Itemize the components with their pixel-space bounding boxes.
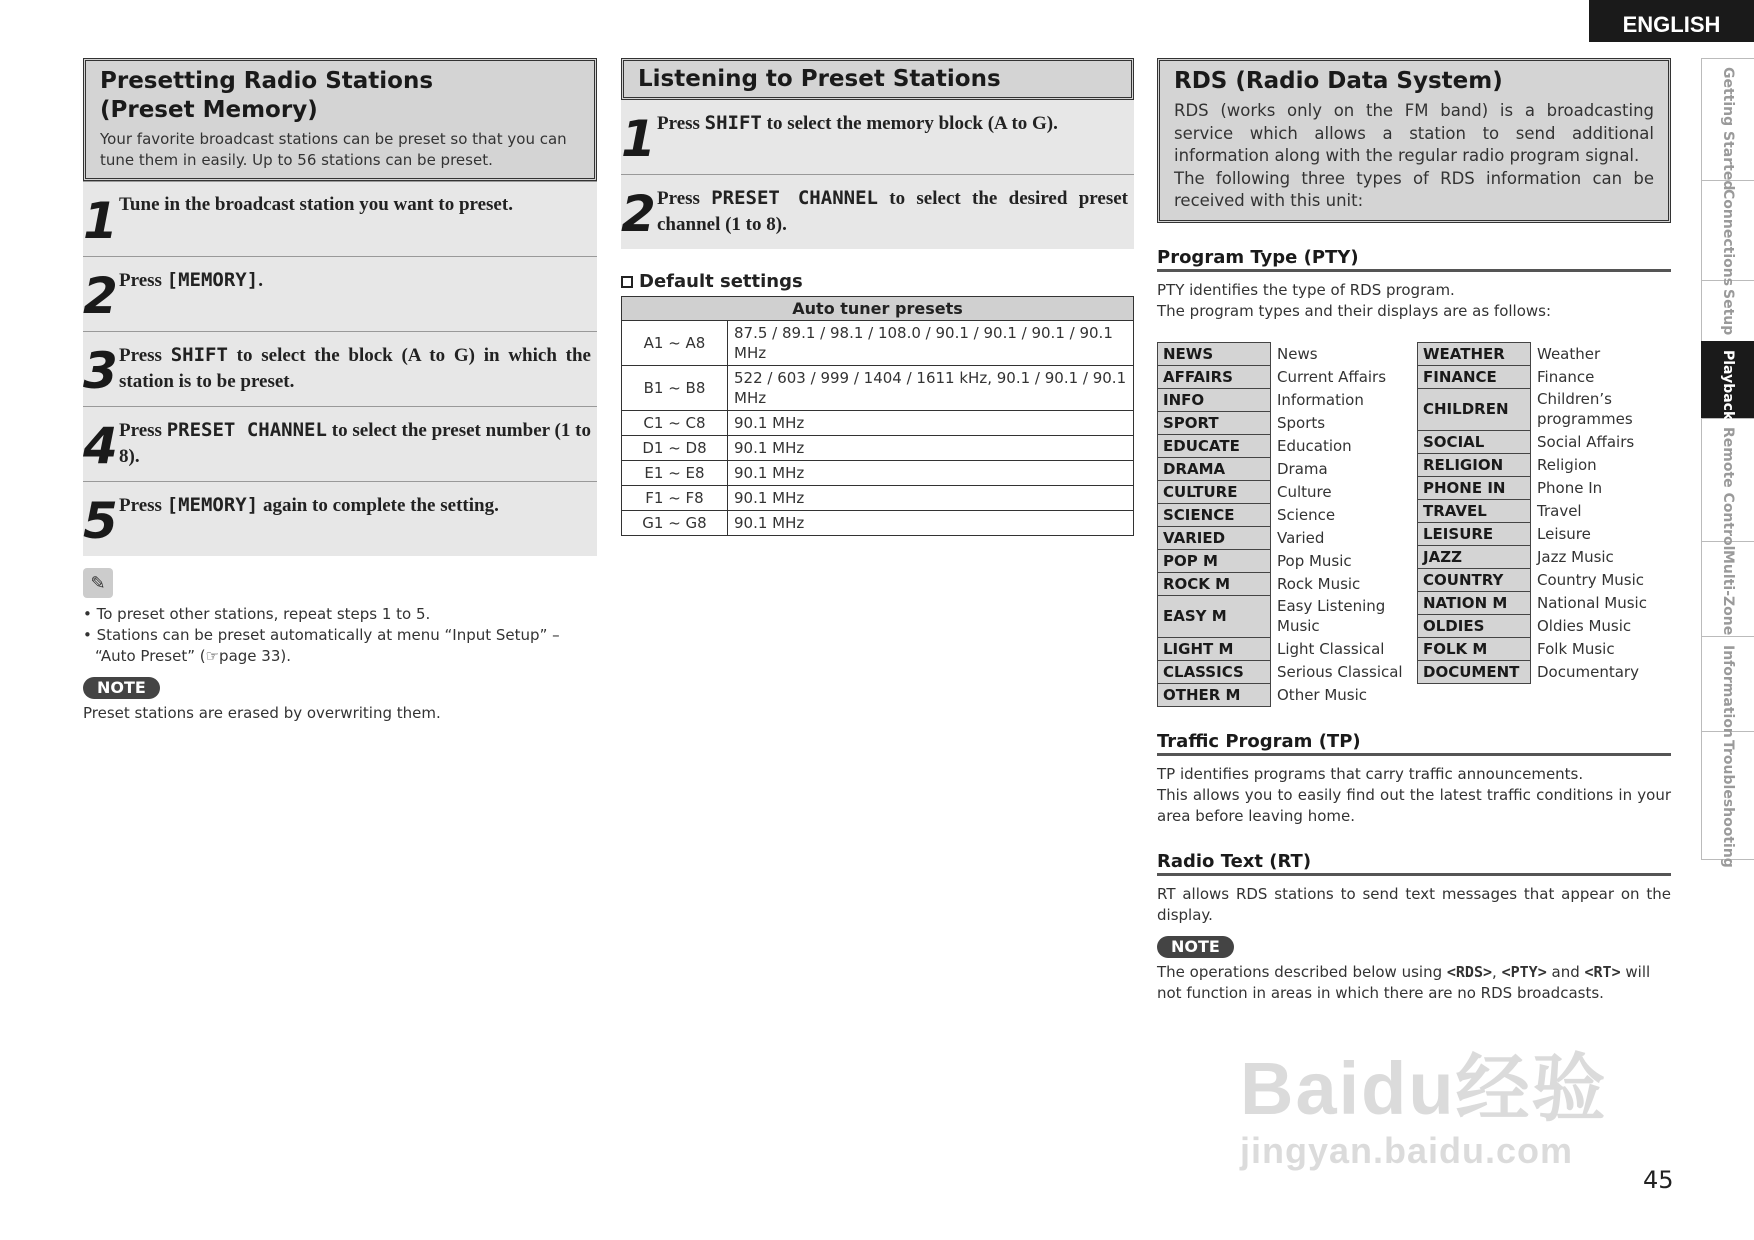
table-row [622,366,1134,411]
step-2 [83,256,597,331]
step-text: Press PRESET CHANNEL to select the desired preset channel (1 to 8). [657,187,1128,235]
table-row [1418,660,1671,683]
watermark-line: Baidu经验 [1240,1047,1608,1130]
pty-code: PHONE IN [1418,476,1531,499]
pty-code: FOLK M [1418,637,1531,660]
step-number: 4 [83,417,118,475]
table-row [622,461,1134,486]
pty-desc: Varied [1277,528,1325,547]
pty-title: Program Type (PTY) [1157,247,1671,272]
side-tab-getting-started[interactable] [1701,58,1754,191]
table-row [622,436,1134,461]
table-row [1158,388,1417,411]
pty-code: NATION M [1418,591,1531,614]
pty-desc: Social Affairs [1537,432,1635,451]
table-row [1158,342,1417,365]
step-1 [83,181,597,256]
step-text: Press SHIFT to select the memory block (A to G). [657,112,1058,134]
table-row [1418,430,1671,453]
list-item: • To preset other stations, repeat steps 1 to 5. [83,605,431,623]
pty-code: RELIGION [1418,453,1531,476]
rds-intro: The following three types of RDS information can be received with this unit: [1174,168,1654,210]
pty-desc: Oldies Music [1537,616,1632,635]
preset-memory-header [83,58,597,181]
table-row [1158,683,1417,706]
table-row [1158,595,1417,637]
key-shift: SHIFT [704,112,762,134]
cell-value: 522 / 603 / 999 / 1404 / 1611 kHz, 90.1 / 90.1 / 90.1 MHz [728,366,1134,411]
pty-desc: Travel [1537,501,1582,520]
pty-code: JAZZ [1418,545,1531,568]
pty-desc: Children’s programmes [1537,390,1633,428]
table-row [1418,591,1671,614]
side-tab-label: Troubleshooting [1720,740,1736,868]
rds-section [1157,58,1671,1004]
key-preset-channel: PRESET CHANNEL [711,187,878,209]
rds-header [1157,58,1671,223]
pty-desc: News [1277,344,1318,363]
key-rds: <RDS> [1446,962,1493,981]
side-tab-connections[interactable] [1701,180,1754,287]
step-text: Press [MEMORY]. [119,269,263,291]
key-pty: <PTY> [1501,962,1547,981]
pty-desc: Weather [1537,344,1601,363]
table-row [1418,388,1671,430]
pty-desc: Country Music [1537,570,1645,589]
side-tab-label: Information [1720,645,1736,738]
pty-desc: Rock Music [1277,574,1361,593]
side-tab-label: Multi-Zone [1720,550,1736,636]
side-tab-setup[interactable] [1701,280,1754,341]
pty-code: TRAVEL [1418,499,1531,522]
preset-memory-section [83,58,597,724]
side-tab-label: Playback [1720,350,1736,421]
cell-range: E1 ~ E8 [622,461,728,486]
pty-table-left [1157,342,1417,707]
pty-desc: National Music [1537,593,1647,612]
table-row [622,486,1134,511]
side-tab-label: Connections [1720,189,1736,287]
table-row [1158,526,1417,549]
side-tab-multi-zone[interactable] [1701,541,1754,636]
heading-label: Default settings [639,271,803,292]
pty-table-right [1417,342,1671,684]
rt-title: Radio Text (RT) [1157,851,1671,876]
table-row [1418,637,1671,660]
table-row [1158,365,1417,388]
cell-range: C1 ~ C8 [622,411,728,436]
table-row [1418,499,1671,522]
table-row [1418,522,1671,545]
step-text: Press PRESET CHANNEL to select the preset number (1 to 8). [119,419,591,467]
step-number: 1 [83,192,118,250]
section-title: Listening to Preset Stations [638,66,1001,92]
pty-desc: Pop Music [1277,551,1352,570]
section-title: Presetting Radio Stations (Preset Memory) [100,68,434,123]
pty-code: EASY M [1158,595,1271,637]
cell-value: 90.1 MHz [728,411,1134,436]
step-4 [83,406,597,481]
pty-code: DRAMA [1158,457,1271,480]
cell-value: 90.1 MHz [728,486,1134,511]
pty-tables [1157,342,1671,707]
cell-range: B1 ~ B8 [622,366,728,411]
note-badge: NOTE [83,677,160,699]
step-5 [83,481,597,556]
step-number: 2 [83,267,118,325]
table-row [622,321,1134,366]
cell-range: G1 ~ G8 [622,511,728,536]
key-preset-channel: PRESET CHANNEL [166,419,327,441]
pty-code: SCIENCE [1158,503,1271,526]
step-number: 3 [83,342,118,400]
table-row [1158,660,1417,683]
table-row [622,411,1134,436]
page-number: 45 [1643,1166,1674,1194]
rds-note-text: The operations described below using <RDS>, <PTY> and <RT> will not function in areas in which there are no RDS broadcasts. [1157,962,1651,1002]
watermark-line: jingyan.baidu.com [1240,1130,1574,1171]
side-tab-troubleshooting[interactable] [1701,731,1754,868]
pty-paragraph: The program types and their displays are as follows: [1157,301,1552,320]
pty-code: EDUCATE [1158,434,1271,457]
cell-range: A1 ~ A8 [622,321,728,366]
pty-desc: Folk Music [1537,639,1615,658]
step-number: 5 [83,492,118,550]
pty-code: CLASSICS [1158,660,1271,683]
section-intro: Your favorite broadcast stations can be preset so that you can tune them in easily. Up to 56 stations can be preset. [100,130,567,169]
side-tab-label: Getting Started [1720,67,1736,191]
pty-code: AFFAIRS [1158,365,1271,388]
listening-header [621,58,1134,100]
tp-paragraph: TP identifies programs that carry traffic announcements. [1157,764,1584,783]
pty-code: ROCK M [1158,572,1271,595]
pty-desc: Sports [1277,413,1326,432]
pty-desc: Jazz Music [1537,547,1614,566]
key-rt: <RT> [1584,962,1621,981]
table-row [1418,453,1671,476]
cell-value: 90.1 MHz [728,511,1134,536]
tp-paragraph: This allows you to easily find out the latest traffic conditions in your area before leaving home. [1157,785,1671,825]
checkbox-square-icon [621,276,633,288]
pty-desc: Science [1277,505,1336,524]
pty-desc: Light Classical [1277,639,1385,658]
table-row [1158,411,1417,434]
pty-code: VARIED [1158,526,1271,549]
table-row [1158,434,1417,457]
language-tab[interactable]: ENGLISH [1589,0,1754,42]
pty-desc: Culture [1277,482,1332,501]
pty-desc: Serious Classical [1277,662,1403,681]
pty-paragraph: PTY identifies the type of RDS program. [1157,280,1455,299]
pty-code: OTHER M [1158,683,1271,706]
pty-desc: Documentary [1537,662,1639,681]
tips-list [83,604,597,667]
pty-desc: Phone In [1537,478,1603,497]
step-number: 2 [621,185,656,243]
pty-code: LIGHT M [1158,637,1271,660]
section-title: RDS (Radio Data System) [1174,68,1503,94]
pty-desc: Current Affairs [1277,367,1387,386]
step-text: Press [MEMORY] again to complete the setting. [119,494,499,516]
table-row [1418,545,1671,568]
pty-desc: Finance [1537,367,1595,386]
step-2 [621,174,1134,249]
pty-code: POP M [1158,549,1271,572]
pty-code: FINANCE [1418,365,1531,388]
pty-desc: Other Music [1277,685,1368,704]
pty-code: CULTURE [1158,480,1271,503]
step-text: Press SHIFT to select the block (A to G) in which the station is to be preset. [119,344,591,392]
pty-code: COUNTRY [1418,568,1531,591]
pty-code: WEATHER [1418,342,1531,365]
list-item: • Stations can be preset automatically at menu “Input Setup” – “Auto Preset” (☞page 33). [83,626,560,665]
pty-desc: Education [1277,436,1352,455]
pencil-icon: ✎ [83,568,113,598]
pty-desc: Religion [1537,455,1597,474]
side-tab-label: Setup [1720,289,1736,336]
step-3 [83,331,597,406]
pty-code: NEWS [1158,342,1271,365]
table-row [1158,572,1417,595]
side-tab-playback[interactable] [1701,341,1754,421]
table-row [1158,503,1417,526]
table-row [1418,568,1671,591]
pty-desc: Information [1277,390,1364,409]
rt-paragraph: RT allows RDS stations to send text messages that appear on the display. [1157,884,1671,924]
step-text: Tune in the broadcast station you want to preset. [119,194,513,215]
tp-title: Traffic Program (TP) [1157,731,1671,756]
table-row [1418,342,1671,365]
table-header: Auto tuner presets [622,297,1134,321]
pty-code: INFO [1158,388,1271,411]
cell-value: 90.1 MHz [728,461,1134,486]
table-row [1158,457,1417,480]
side-tab-label: Remote Control [1720,427,1736,551]
auto-presets-table [621,296,1134,536]
listening-section [621,58,1134,536]
default-settings-heading [621,271,1134,292]
table-row [1158,480,1417,503]
pty-desc: Leisure [1537,524,1591,543]
step-number: 1 [621,110,656,168]
cell-range: D1 ~ D8 [622,436,728,461]
pty-desc: Drama [1277,459,1328,478]
table-row [1158,637,1417,660]
pty-code: OLDIES [1418,614,1531,637]
watermark-logo [1240,1030,1608,1172]
key-shift: SHIFT [170,344,228,366]
side-tab-remote-control[interactable] [1701,418,1754,551]
note-badge: NOTE [1157,936,1234,958]
key-memory: [MEMORY] [166,494,259,516]
pty-code: SOCIAL [1418,430,1531,453]
note-text: Preset stations are erased by overwriting them. [83,704,441,722]
cell-value: 87.5 / 89.1 / 98.1 / 108.0 / 90.1 / 90.1 / 90.1 / 90.1 MHz [728,321,1134,366]
rds-intro: RDS (works only on the FM band) is a broadcasting service which allows a station to send additional information along with the regular radio program signal. [1174,101,1654,165]
table-row [1418,614,1671,637]
table-row [1418,365,1671,388]
pty-code: LEISURE [1418,522,1531,545]
cell-range: F1 ~ F8 [622,486,728,511]
pty-code: SPORT [1158,411,1271,434]
table-row [622,511,1134,536]
pty-code: DOCUMENT [1418,660,1531,683]
step-1 [621,100,1134,174]
key-memory: [MEMORY] [166,269,259,291]
table-row [1418,476,1671,499]
side-tab-information[interactable] [1701,636,1754,738]
table-row [1158,549,1417,572]
pty-desc: Easy Listening Music [1277,597,1386,635]
side-nav [1701,58,1754,868]
pty-code: CHILDREN [1418,388,1531,430]
cell-value: 90.1 MHz [728,436,1134,461]
